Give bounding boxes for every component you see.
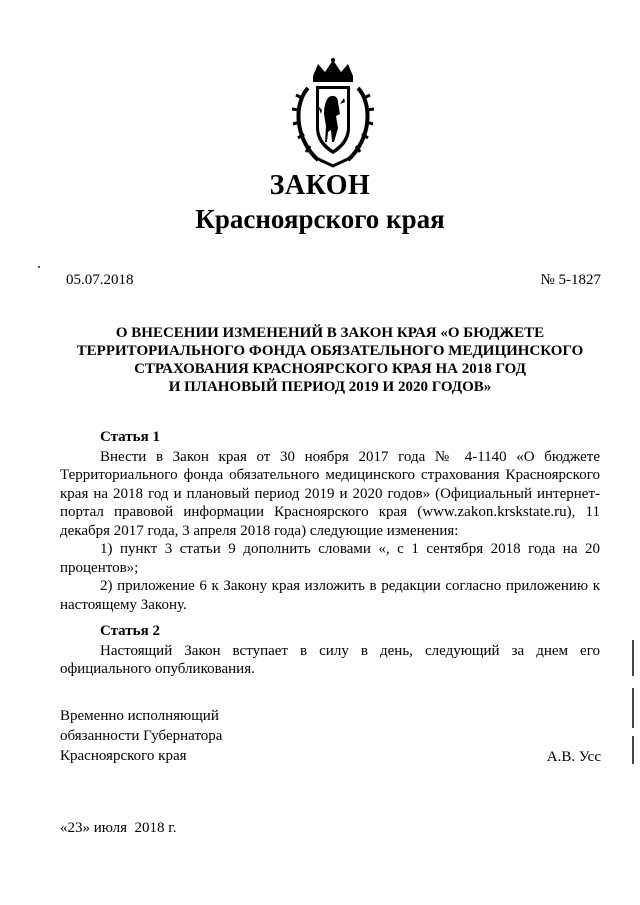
article-1 [60,428,600,614]
article-2 [60,622,600,679]
article-1-item-2: 2) приложение 6 к Закону края изложить в редакции согласно приложению к настоящему Закону. [60,578,600,613]
signatory-position-line: Красноярского края [60,748,187,764]
article-1-intro: Внести в Закон края от 30 ноября 2017 года № 4-1140 «О бюджете Территориального фонда обязательного медицинского страхования Красноярского края на 2018 год и плановый период 2019 и 2020 годов» (Официальный интернет-портал правовой информации Красноярского края (www.zakon.krskstate.ru), 11 декабря 2017 года, 3 апреля 2018 года) следующие изменения: [60,448,600,539]
article-2-title: Статья 2 [100,623,160,639]
scan-dot [38,266,40,268]
article-1-item-1: 1) пункт 3 статьи 9 дополнить словами «, с 1 сентября 2018 года на 20 процентов»; [60,541,600,576]
scan-edge-mark [632,736,634,764]
article-1-title: Статья 1 [100,429,160,445]
scan-edge-mark [632,640,634,676]
law-heading-line: И ПЛАНОВЫЙ ПЕРИОД 2019 И 2020 ГОДОВ» [168,379,492,395]
article-2-text: Настоящий Закон вступает в силу в день, следующий за днем его официального опубликования. [60,642,600,677]
law-heading-line: ТЕРРИТОРИАЛЬНОГО ФОНДА ОБЯЗАТЕЛЬНОГО МЕДИЦИНСКОГО [76,343,584,359]
signing-date: «23» июля 2018 г. [60,820,177,836]
signatory-position-line: Временно исполняющий [60,708,219,724]
coat-of-arms-emblem [288,58,378,170]
document-subtitle: Красноярского края [195,204,445,234]
scan-edge-mark [632,688,634,728]
law-heading-line: СТРАХОВАНИЯ КРАСНОЯРСКОГО КРАЯ НА 2018 ГОД [134,361,526,377]
document-date: 05.07.2018 [66,272,134,288]
signatory-name: А.В. Усс [546,749,601,765]
signatory-position-line: обязанности Губернатора [60,728,223,744]
law-heading [60,324,600,396]
signatory-position [60,706,222,766]
law-heading-line: О ВНЕСЕНИИ ИЗМЕНЕНИЙ В ЗАКОН КРАЯ «О БЮДЖЕТЕ [115,325,545,341]
document-title: ЗАКОН [269,170,371,201]
document-number: № 5-1827 [540,272,601,288]
